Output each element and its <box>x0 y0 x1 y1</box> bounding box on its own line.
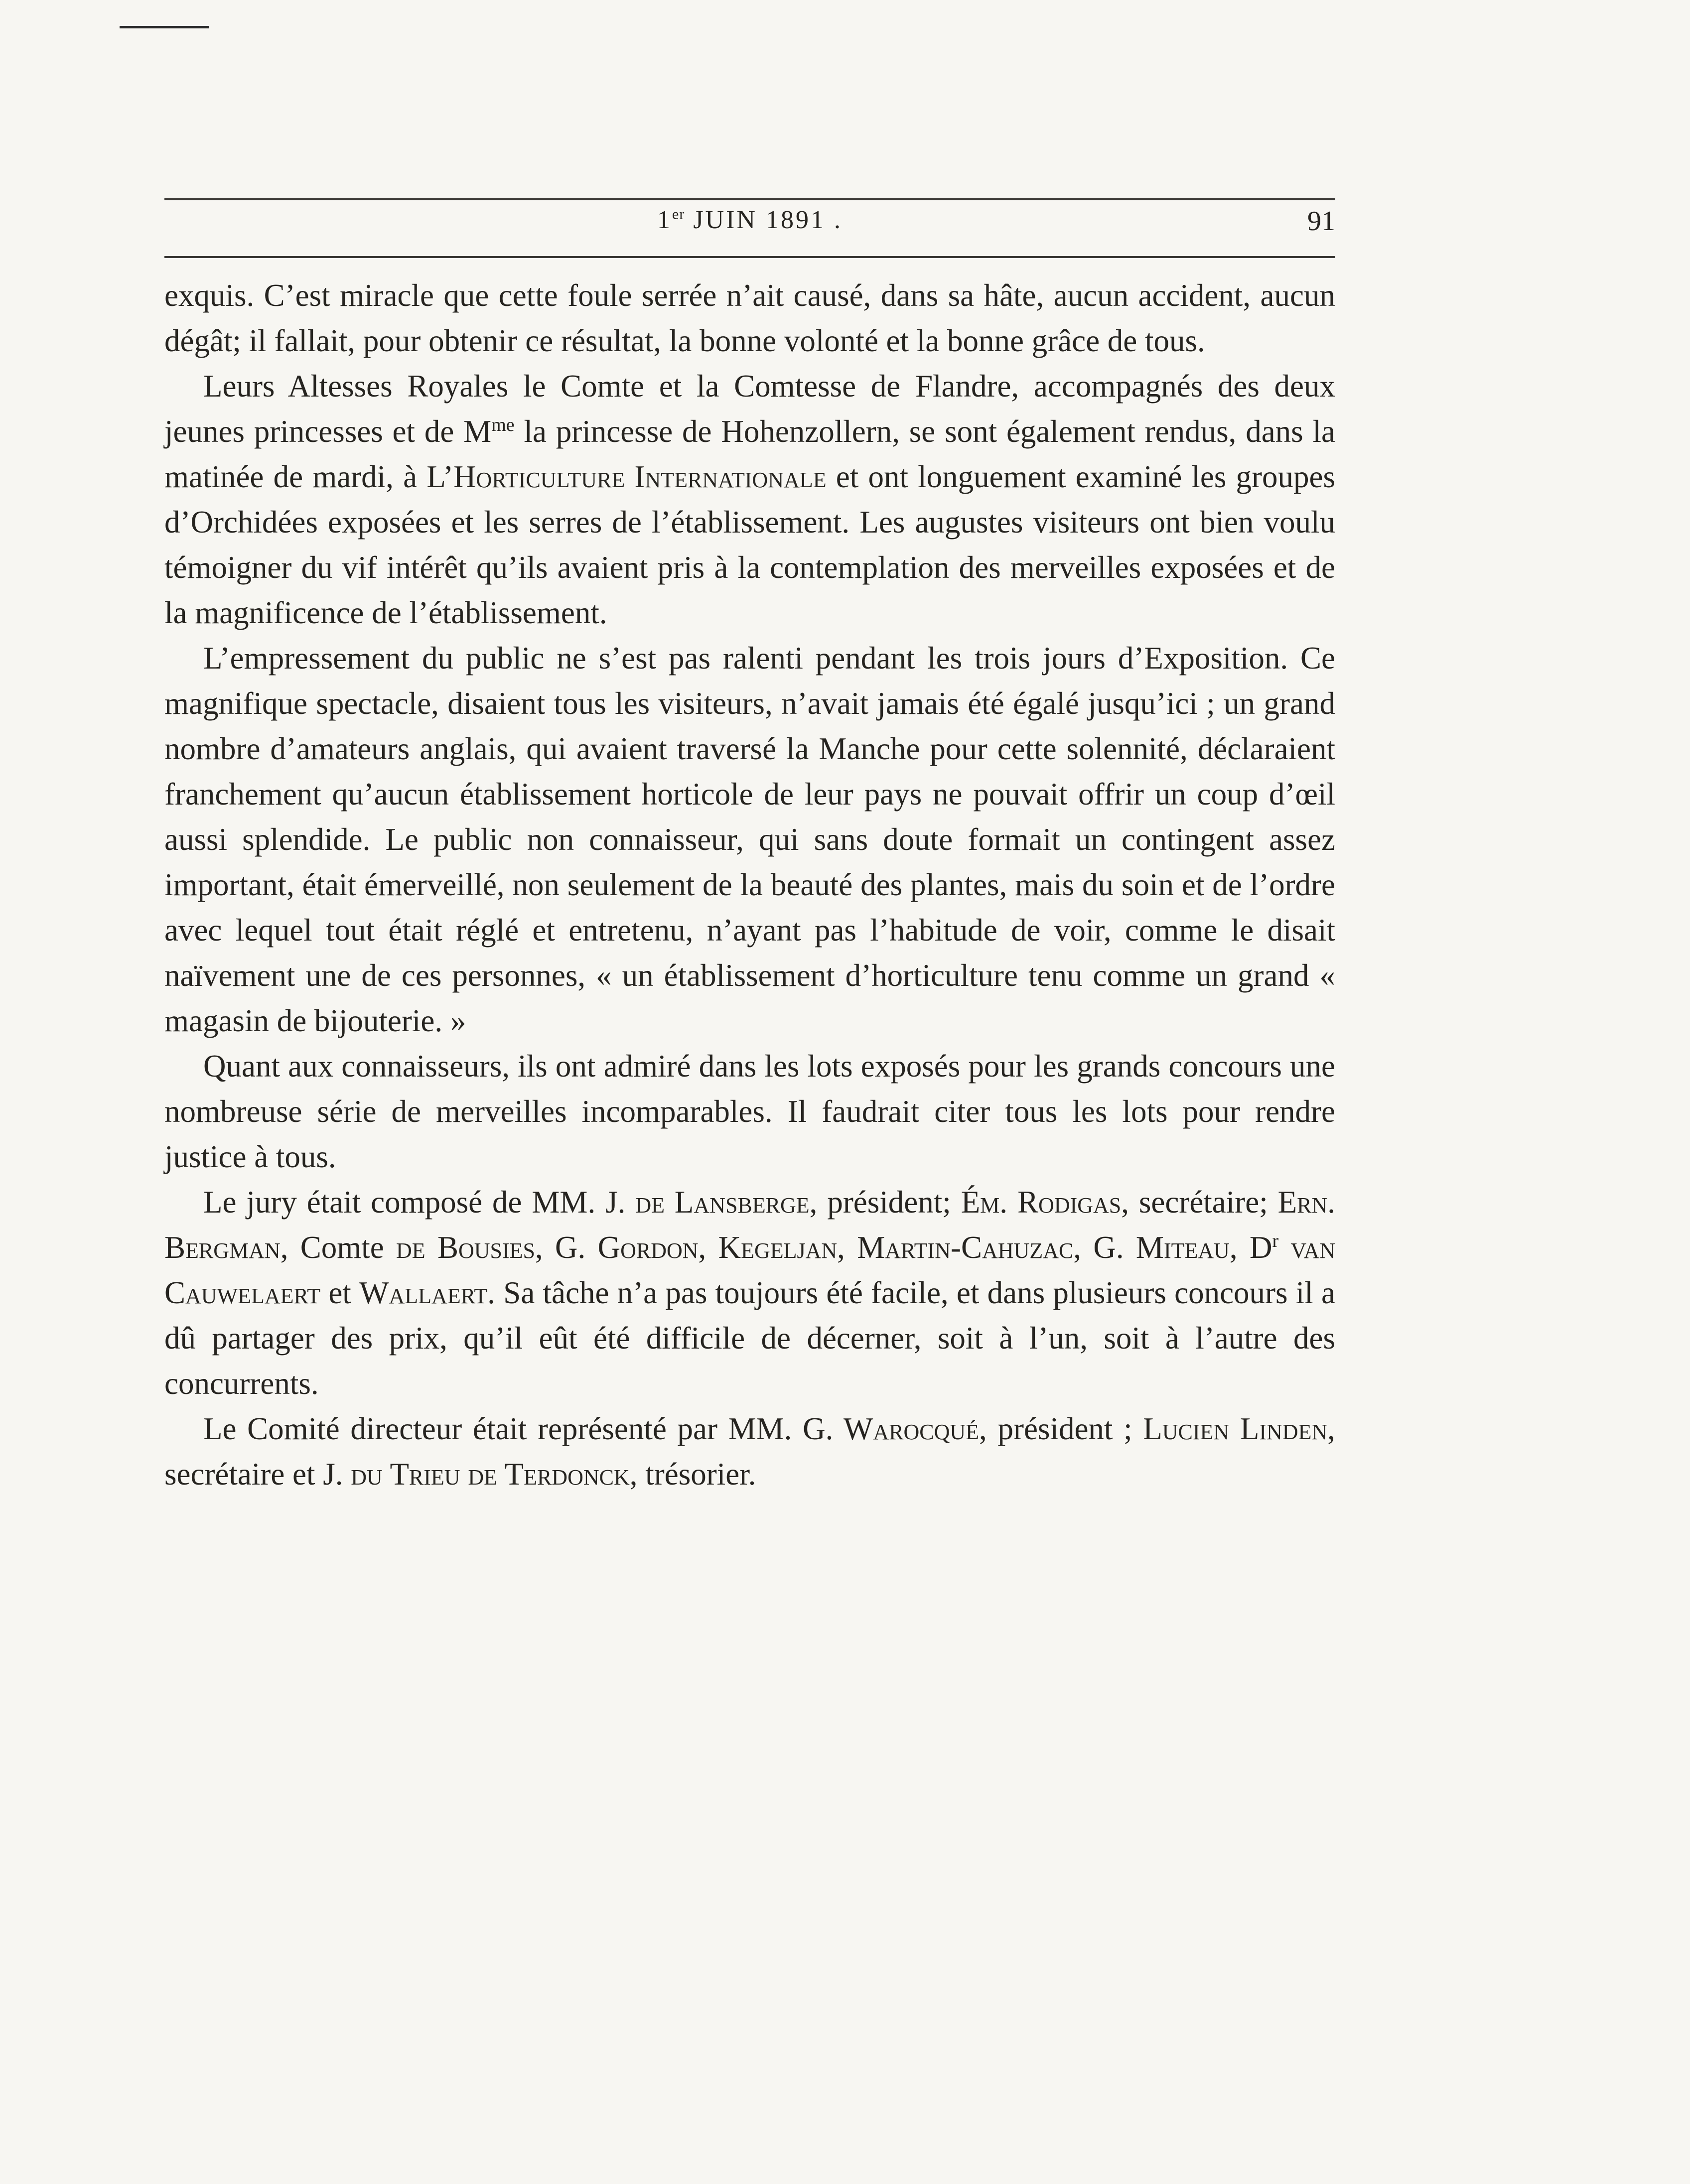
paragraph-3: L’empressement du public ne s’est pas ralenti pendant les trois jours d’Exposition. Ce magnifique spectacle, disaient tous les visiteurs, n’avait jamais été égalé jusqu’ici ; un grand nombre d’amateurs anglais, qui avaient traversé la Manche pour cette solennité, déclaraient franchement qu’aucun établissement horticole de leur pays ne pouvait offrir un coup d’œil aussi splendide. Le public non connaisseur, qui sans doute formait un contingent assez important, était émerveillé, non seulement de la beauté des plantes, mais du soin et de l’ordre avec lequel tout était réglé et entretenu, n’ayant pas l’habitude de voir, comme le disait naïvement une de ces personnes, « un établissement d’horticulture tenu comme un grand « magasin de bijouterie. » <box>164 641 1335 1038</box>
page-number: 91 <box>1307 206 1335 237</box>
running-head <box>164 205 1335 245</box>
body-text <box>164 273 1335 1497</box>
paragraph-6: Le Comité directeur était représenté par MM. G. Warocqué, président ; Lucien Linden, secrétaire et J. du Trieu de Terdonck, trésorier. <box>164 1411 1335 1492</box>
top-edge-rule <box>120 26 209 28</box>
header-date: 1er JUIN 1891 . <box>657 206 843 234</box>
paragraph-2: Leurs Altesses Royales le Comte et la Comtesse de Flandre, accompagnés des deux jeunes princesses et de $M^{me}$ la princesse de Hohenzollern, se sont également rendus, dans la matinée de mardi, à L’Horticulture Internationale et ont longuement examiné les groupes d’Orchidées exposées et les serres de l’établissement. Les augustes visiteurs ont bien voulu témoigner du vif intérêt qu’ils avaient pris à la contemplation des merveilles exposées et de la magnificence de l’établissement. <box>164 369 1336 630</box>
paragraph-1: exquis. C’est miracle que cette foule serrée n’ait causé, dans sa hâte, aucun accident, aucun dégât; il fallait, pour obtenir ce résultat, la bonne volonté et la bonne grâce de tous. <box>164 278 1335 358</box>
paragraph-4: Quant aux connaisseurs, ils ont admiré dans les lots exposés pour les grands concours une nombreuse série de merveilles incomparables. Il faudrait citer tous les lots pour rendre justice à tous. <box>164 1049 1335 1174</box>
paragraph-5: Le jury était composé de MM. J. de Lansberge, président; Ém. Rodigas, secrétaire; Ern. Bergman, Comte de Bousies, G. Gordon, Kegeljan, Martin-Cahuzac, G. Miteau, $D^r$ van Cauwelaert et Wallaert. Sa tâche n’a pas toujours été facile, et dans plusieurs concours il a dû partager des prix, qu’il eût été difficile de décerner, soit à l’un, soit à l’autre des concurrents. <box>164 1185 1336 1401</box>
header-rule-bottom <box>164 256 1335 258</box>
header-rule-top <box>164 198 1335 200</box>
